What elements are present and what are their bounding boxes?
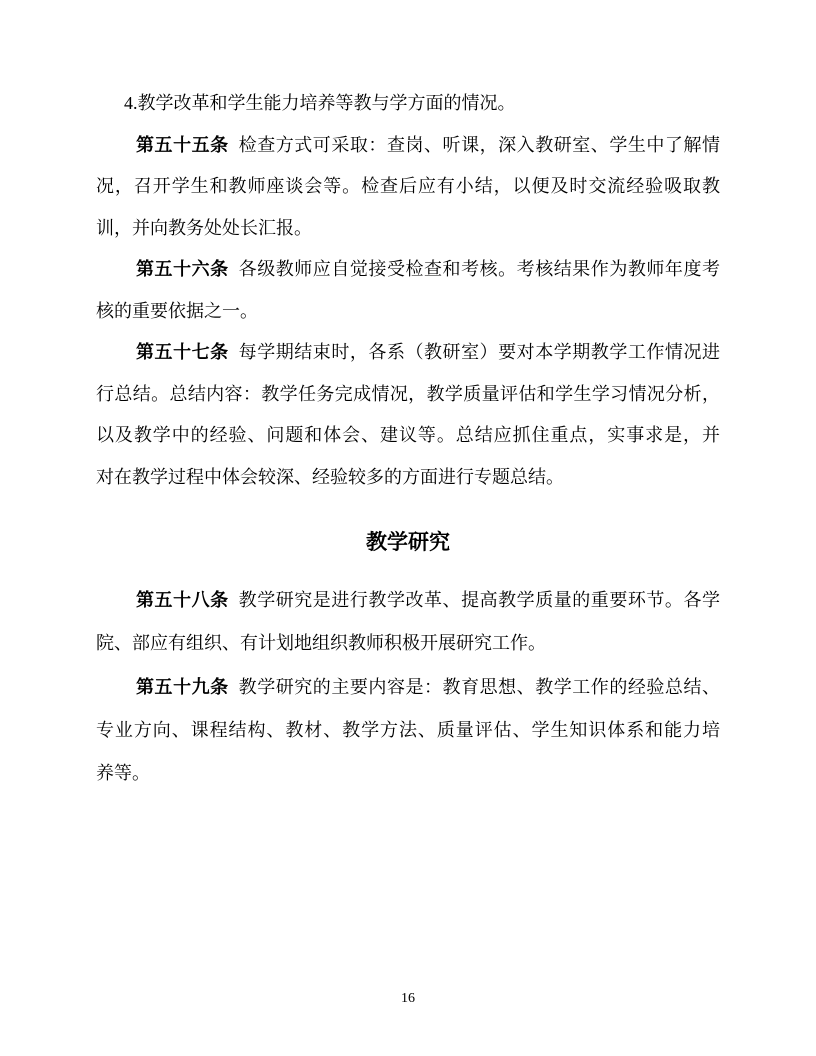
article-55: [96, 125, 720, 250]
numbered-item-4: [96, 83, 720, 125]
text-line: 行总结。总结内容：教学任务完成情况，教学质量评估和学生学习情况分析，: [96, 383, 720, 404]
article-57-text: 每学期结束时，各系（教研室）要对本学期教学工作情况进: [238, 342, 720, 362]
text-line: [96, 579, 720, 622]
article-59: [96, 666, 720, 796]
article-55-text: 检查方式可采取：查岗、听课，深入教研室、学生中了解情: [238, 134, 720, 155]
text-line: [96, 125, 720, 167]
article-55-label: 第五十五条: [136, 134, 229, 155]
text-line: [96, 249, 720, 291]
page-number: 16: [401, 991, 415, 1006]
text-line: 训，并向教务处处长汇报。: [96, 217, 312, 238]
article-56-text: 各级教师应自觉接受检查和考核。考核结果作为教师年度考: [238, 259, 720, 279]
article-59-text: 教学研究的主要内容是：教育思想、教学工作的经验总结、: [238, 676, 720, 697]
text-line: 以及教学中的经验、问题和体会、建议等。总结应抓住重点，实事求是，并: [96, 425, 720, 445]
article-58: [96, 579, 720, 666]
text-line: 况，召开学生和教师座谈会等。检查后应有小结，以便及时交流经验吸取教: [96, 176, 720, 196]
text-line: 养等。: [96, 763, 150, 784]
article-58-label: 第五十八条: [136, 590, 229, 610]
text-line: [96, 666, 720, 709]
article-57: [96, 332, 720, 498]
text-line: 对在教学过程中体会较深、经验较多的方面进行专题总结。: [96, 466, 564, 487]
text-line: 4.教学改革和学生能力培养等教与学方面的情况。: [124, 93, 516, 113]
text-line: 院、部应有组织、有计划地组织教师积极开展研究工作。: [96, 633, 546, 654]
text-line: 核的重要依据之一。: [96, 300, 258, 321]
article-56: [96, 249, 720, 332]
article-58-text: 教学研究是进行教学改革、提高教学质量的重要环节。各学: [238, 590, 720, 610]
article-57-label: 第五十七条: [136, 342, 229, 362]
section-heading: 教学研究: [366, 530, 450, 554]
text-line: 专业方向、课程结构、教材、教学方法、质量评估、学生知识体系和能力培: [96, 719, 720, 740]
article-59-label: 第五十九条: [136, 676, 229, 697]
article-56-label: 第五十六条: [136, 259, 229, 279]
page-content: [96, 83, 720, 795]
text-line: [96, 332, 720, 374]
